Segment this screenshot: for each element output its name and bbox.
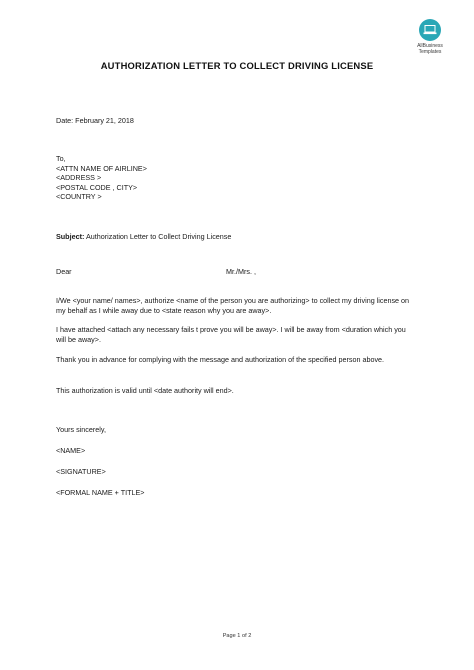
address-line: <POSTAL CODE , CITY> bbox=[56, 182, 138, 192]
body-paragraph-2: I have attached <attach any necessary fails t prove you will be away>. I will be away from <duration which you will be away>. bbox=[56, 325, 406, 345]
address-line: <ATTN NAME OF AIRLINE> bbox=[56, 163, 147, 173]
signer-name: <NAME> bbox=[56, 446, 86, 455]
logo-text-line1: AllBusiness bbox=[417, 43, 443, 49]
body-paragraph-4: This authorization is valid until <date authority will end>. bbox=[56, 386, 234, 395]
closing-line: Yours sincerely, bbox=[56, 425, 106, 434]
document-title: AUTHORIZATION LETTER TO COLLECT DRIVING LICENSE bbox=[100, 60, 374, 71]
page-number: Page 1 of 2 bbox=[222, 633, 252, 639]
address-line: To, bbox=[56, 154, 66, 163]
logo-text-line2: Templates bbox=[418, 49, 442, 55]
subject-label: Subject: bbox=[56, 232, 85, 241]
subject-text: Authorization Letter to Collect Driving License bbox=[85, 232, 232, 241]
company-logo bbox=[410, 19, 450, 55]
address-line: <COUNTRY > bbox=[56, 192, 102, 201]
subject-line bbox=[56, 232, 231, 242]
body-paragraph-3: Thank you in advance for complying with the message and authorization of the specified person above. bbox=[56, 355, 385, 364]
signature-placeholder: <SIGNATURE> bbox=[56, 467, 106, 476]
formal-name-title: <FORMAL NAME + TITLE> bbox=[56, 488, 145, 497]
body-paragraph-1: I/We <your name/ names>, authorize <name of the person you are authorizing> to collect my driving license on my behalf as I while away due to <state reason why you are away>. bbox=[56, 296, 410, 316]
salutation-dear: Dear bbox=[56, 267, 72, 276]
address-line: <ADDRESS > bbox=[56, 173, 102, 182]
letter-date: Date: February 21, 2018 bbox=[56, 116, 134, 125]
recipient-address bbox=[56, 154, 147, 202]
salutation-title: Mr./Mrs. , bbox=[226, 267, 256, 276]
laptop-icon bbox=[419, 19, 441, 41]
